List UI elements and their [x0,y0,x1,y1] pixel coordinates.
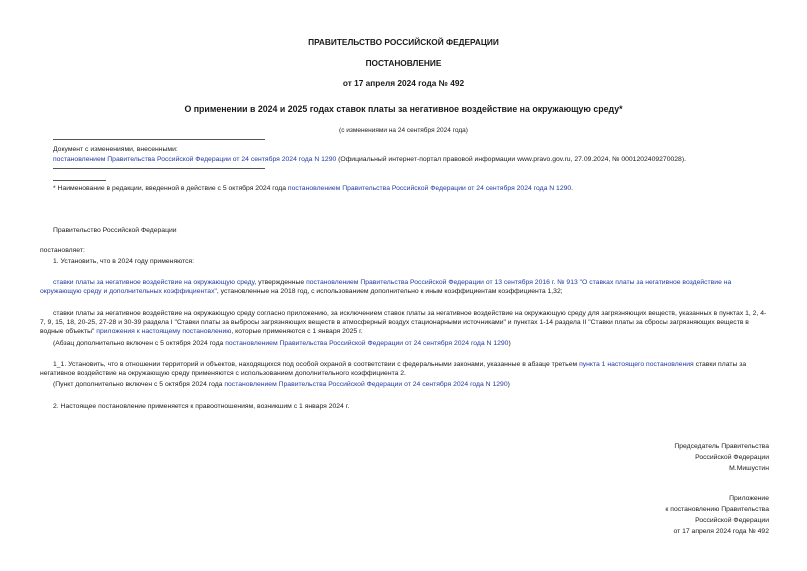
paragraph-1: 1. Установить, что в 2024 году применяются: [53,258,195,265]
appendix-title: Приложение [729,495,769,502]
amendments-intro: Документ с изменениями, внесенными: [53,146,178,153]
amendment-link[interactable]: постановлением Правительства Российской Федерации от 24 сентября 2024 года N 1290 [53,156,337,163]
footnote-rule [53,180,106,181]
changes-note: (с изменениями на 24 сентября 2024 года) [339,127,468,134]
paragraph-4-note: (Пункт дополнительно включен с 5 октября 2024 года постановлением Правительства Российской Федерации от 24 сентября 2024 года N 1290) [53,381,510,388]
resolution-913-link[interactable]: постановлением Правительства Российской Федерации от 13 сентября 2016 г. № 913 "О ставках платы за негативное воздействие на окружающую среду и дополнительных коэффициентах" [40,279,732,295]
appendix-link[interactable]: приложения к настоящему постановлению [96,328,232,335]
paragraph-3-note: (Абзац дополнительно включен с 5 октября 2024 года постановлением Правительства Российской Федерации от 24 сентября 2024 года N 1290) [53,340,511,347]
signature-title: Председатель Правительства [674,443,769,450]
p3-note-link[interactable]: постановлением Правительства Российской Федерации от 24 сентября 2024 года N 1290 [225,340,509,347]
signature-name: М.Мишустин [729,465,769,472]
amendment-source: (Официальный интернет-портал правовой информации www.pravo.gov.ru, 27.09.2024, № 0001202409270028). [336,156,686,163]
document-title: О применении в 2024 и 2025 годах ставок платы за негативное воздействие на окружающую среду* [184,104,623,114]
date-number-heading: от 17 апреля 2024 года № 492 [342,78,465,88]
rates-link[interactable]: ставки платы за негативное воздействие на окружающую среду [53,279,255,286]
appendix-country: Российской Федерации [695,517,769,524]
paragraph-3: ставки платы за негативное воздействие на окружающую среду согласно приложению, за исключением ставок платы за негативное воздействие на окружающую среду для загрязняющих веществ, указанных в пунктах 1, 2, 4-7, 9, 15, 18, 20-25, 27-28 и 30-39 раздела I "Ставки платы за выбросы загрязняющих веществ в атмосферный воздух стационарными источниками" и пунктах 1-14 раздела II "Ставки платы за сбросы загрязняющих веществ в водные объекты" приложения к настоящему постановлению, которые применяются с 1 января 2025 г. [40,310,767,335]
signature-country: Российской Федерации [695,454,769,461]
footnote-text: * Наименование в редакции, введенной в действие с 5 октября 2024 года [53,185,288,192]
amendments-line [53,155,686,164]
paragraph-4: 1_1. Установить, что в отношении территорий и объектов, находящихся под особой охраной в соответствии с федеральными законами, указанные в абзаце третьем пункта 1 настоящего постановления ставки платы за негативное воздействие на окружающую среду применяются с использованием дополнительного коэффициента 2. [40,361,747,377]
footnote: * Наименование в редакции, введенной в действие с 5 октября 2024 года постановлением Правительства Российской Федерации от 24 сентября 2024 года N 1290. [53,185,574,192]
point-1-link[interactable]: пункта 1 настоящего постановления [579,361,694,368]
appendix-ref: к постановлению Правительства [665,506,769,513]
paragraph-5: 2. Настоящее постановление применяется к правоотношениям, возникшим с 1 января 2024 г. [53,403,350,410]
government-heading: ПРАВИТЕЛЬСТВО РОССИЙСКОЙ ФЕДЕРАЦИИ [308,37,499,47]
footnote-link[interactable]: постановлением Правительства Российской Федерации от 24 сентября 2024 года N 1290 [287,185,572,192]
paragraph-2: ставки платы за негативное воздействие на окружающую среду, утвержденные постановлением Правительства Российской Федерации от 13 сентября 2016 г. № 913 "О ставках платы за негативное воздействие на окружающую среду и дополнительных коэффициентах", установленные на 2018 год, с использованием дополнительно к иным коэффициентам коэффициента 1,32; [40,279,732,295]
p4-note-link[interactable]: постановлением Правительства Российской Федерации от 24 сентября 2024 года N 1290 [224,381,508,388]
body-resolves: постановляет: [40,247,85,254]
body-government: Правительство Российской Федерации [53,227,177,234]
amendments-bottom-rule [53,168,265,169]
appendix-date: от 17 апреля 2024 года № 492 [673,528,769,535]
amendments-top-rule [53,139,265,140]
doc-type-heading: ПОСТАНОВЛЕНИЕ [365,58,442,68]
